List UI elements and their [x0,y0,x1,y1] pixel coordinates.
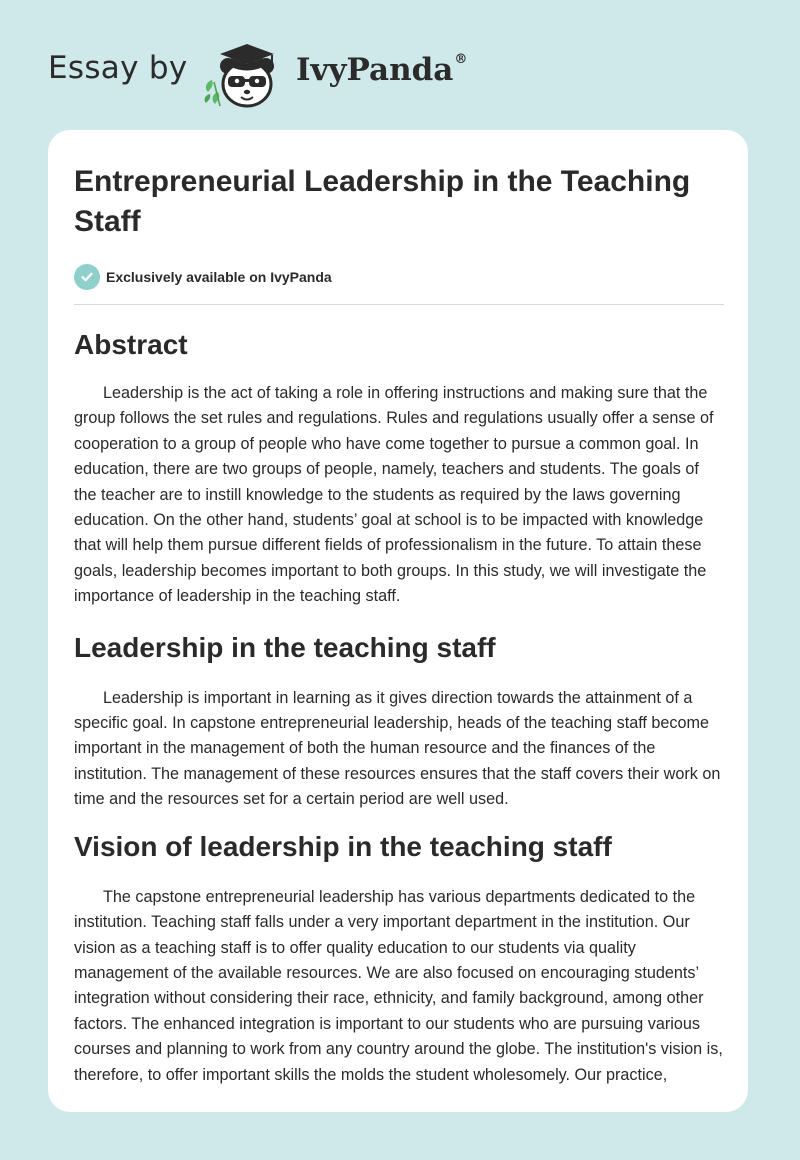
brand-name: IvyPanda [296,52,454,88]
title-divider [74,304,724,305]
section-paragraph-leadership: Leadership is important in learning as it gives direction towards the attainment of a specific goal. In capstone entrepreneurial leadership, heads of the teaching staff become important in the management of both the human resource and the finances of the institution. The management of these resources ensures that the staff covers their work on time and the resources set for a certain period are well used. [74,688,721,809]
essay-by-label: Essay by [48,50,188,86]
exclusive-badge [74,264,724,290]
essay-title: Entrepreneurial Leadership in the Teaching Staff [74,165,691,238]
panda-graduation-cap-icon [198,36,294,110]
section-heading-vision: Vision of leadership in the teaching staff [74,830,612,862]
exclusive-text: Exclusively available on IvyPanda [106,269,332,285]
check-circle-icon [74,264,100,290]
section-paragraph-vision: The capstone entrepreneurial leadership has various departments dedicated to the institution. Teaching staff falls under a very important department in the institution. Our vision as a teaching staff is to offer quality education to our students via quality management of the available resources. We are also focused on encouraging students’ integration without considering their race, ethnicity, and family background, among other factors. The enhanced integration is important to our students who are pursuing various courses and planning to work from any country around the globe. The institution's vision is, therefore, to offer important skills the molds the student wholesomely. Our practice, [74,887,723,1084]
registered-mark: ® [454,51,468,67]
section-heading-abstract: Abstract [74,329,188,360]
site-header [0,0,800,130]
section-paragraph-abstract: Leadership is the act of taking a role in offering instructions and making sure that the group follows the set rules and regulations. Rules and regulations usually offer a sense of cooperation to a group of people who have come together to pursue a common goal. In education, there are two groups of people, namely, teachers and students. The goals of the teacher are to instill knowledge to the students as required by the laws governing education. On the other hand, students’ goal at school is to be impacted with knowledge that will help them pursue different fields of professionalism in the future. To attain these goals, leadership becomes important to both groups. In this study, we will investigate the importance of leadership in the teaching staff. [74,384,714,606]
essay-card [48,130,748,1112]
section-heading-leadership: Leadership in the teaching staff [74,631,496,663]
ivypanda-brand[interactable] [296,52,467,88]
essay-content [74,162,724,1088]
